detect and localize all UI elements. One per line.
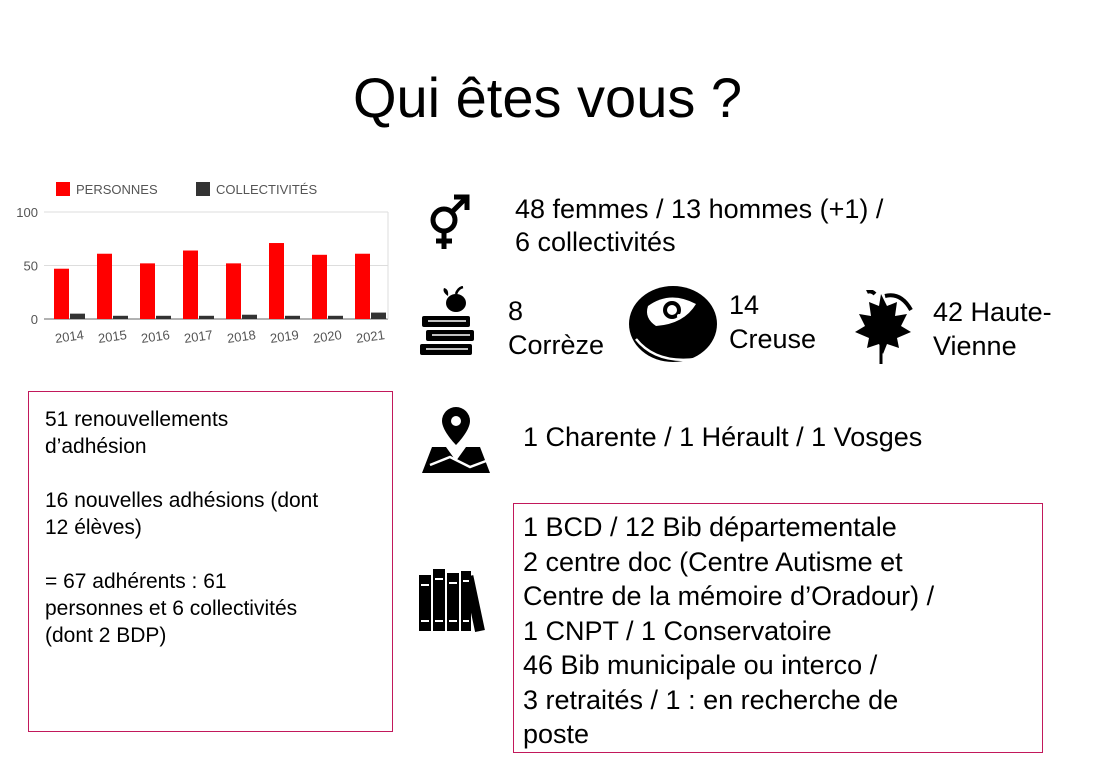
chart-grid — [44, 212, 388, 319]
y-tick-label: 50 — [23, 258, 38, 274]
legend-label-1: COLLECTIVITÉS — [216, 182, 318, 197]
membership-bar-chart — [0, 170, 400, 360]
bar-personnes-2015 — [97, 254, 112, 319]
legend-swatch-0 — [56, 182, 70, 196]
institutions-line: poste — [523, 719, 590, 749]
chart-bars — [54, 243, 386, 319]
total-members-line-1: = 67 adhérents : 61 — [45, 570, 227, 593]
bar-personnes-2017 — [183, 251, 198, 319]
total-members-line-3: (dont 2 BDP) — [45, 624, 167, 647]
library-books-icon — [417, 567, 493, 633]
page-title: Qui êtes vous ? — [352, 66, 743, 129]
gender-line-1: 48 femmes / 13 hommes (+1) / — [515, 194, 884, 224]
apple-books-icon — [418, 286, 480, 358]
region-creuse-count: 14 — [729, 290, 760, 320]
membership-summary-box — [28, 391, 393, 732]
renewals-line-2: d’adhésion — [45, 435, 147, 458]
renewals-line-1: 51 renouvellements — [45, 408, 229, 431]
x-tick-label: 2018 — [226, 327, 257, 346]
institutions-line: 1 BCD / 12 Bib départementale — [523, 512, 897, 542]
institutions-line: 1 CNPT / 1 Conservatoire — [523, 615, 832, 646]
bar-personnes-2020 — [312, 255, 327, 319]
region-haute-vienne-line-2: Vienne — [933, 331, 1017, 361]
bar-personnes-2018 — [226, 263, 241, 319]
bar-personnes-2014 — [54, 269, 69, 319]
bar-collectivites-2015 — [113, 316, 128, 319]
legend-swatch-1 — [196, 182, 210, 196]
bar-collectivites-2021 — [371, 313, 386, 319]
bar-collectivites-2016 — [156, 316, 171, 319]
institutions-box — [513, 503, 1043, 753]
x-tick-label: 2016 — [140, 327, 171, 346]
institutions-line: 3 retraités / 1 : en recherche de — [523, 684, 899, 715]
total-members-line-2: personnes et 6 collectivités — [45, 597, 298, 620]
chart-legend — [56, 182, 317, 197]
maple-leaf-icon — [845, 290, 917, 366]
x-tick-label: 2014 — [54, 327, 85, 346]
institutions-line: 46 Bib municipale ou interco / — [523, 650, 878, 680]
x-tick-label: 2021 — [355, 327, 386, 346]
bar-collectivites-2020 — [328, 316, 343, 319]
region-correze-count: 8 — [508, 296, 524, 326]
bar-collectivites-2014 — [70, 314, 85, 319]
institutions-line: Centre de la mémoire d’Oradour) / — [523, 581, 935, 611]
chestnut-icon — [628, 284, 720, 364]
x-tick-label: 2015 — [97, 327, 128, 346]
region-creuse-name: Creuse — [729, 324, 817, 354]
x-tick-label: 2020 — [312, 327, 343, 346]
legend-label-0: PERSONNES — [76, 182, 158, 197]
bar-personnes-2019 — [269, 243, 284, 319]
gender-line-2: 6 collectivités — [515, 227, 676, 257]
institutions-line: 2 centre doc (Centre Autisme et — [523, 546, 903, 577]
x-tick-label: 2017 — [183, 327, 214, 346]
chart-y-labels — [16, 205, 38, 327]
bar-collectivites-2018 — [242, 315, 257, 319]
bar-personnes-2021 — [355, 254, 370, 319]
map-pin-icon — [418, 403, 494, 475]
other-regions-text: 1 Charente / 1 Hérault / 1 Vosges — [523, 422, 923, 452]
chart-x-labels — [54, 327, 386, 346]
gender-symbol-icon — [424, 193, 474, 257]
y-tick-label: 100 — [16, 205, 38, 220]
bar-personnes-2016 — [140, 263, 155, 319]
x-tick-label: 2019 — [269, 327, 300, 346]
bar-collectivites-2017 — [199, 316, 214, 319]
bar-collectivites-2019 — [285, 316, 300, 319]
region-correze-name: Corrèze — [508, 330, 605, 360]
y-tick-label: 0 — [30, 312, 38, 327]
new-members-line-1: 16 nouvelles adhésions (dont — [45, 489, 319, 512]
region-haute-vienne-line-1: 42 Haute- — [933, 297, 1052, 327]
renewals-paragraph — [45, 406, 376, 460]
new-members-line-2: 12 élèves) — [45, 516, 142, 539]
new-members-paragraph — [45, 487, 376, 541]
total-members-paragraph — [45, 568, 376, 649]
